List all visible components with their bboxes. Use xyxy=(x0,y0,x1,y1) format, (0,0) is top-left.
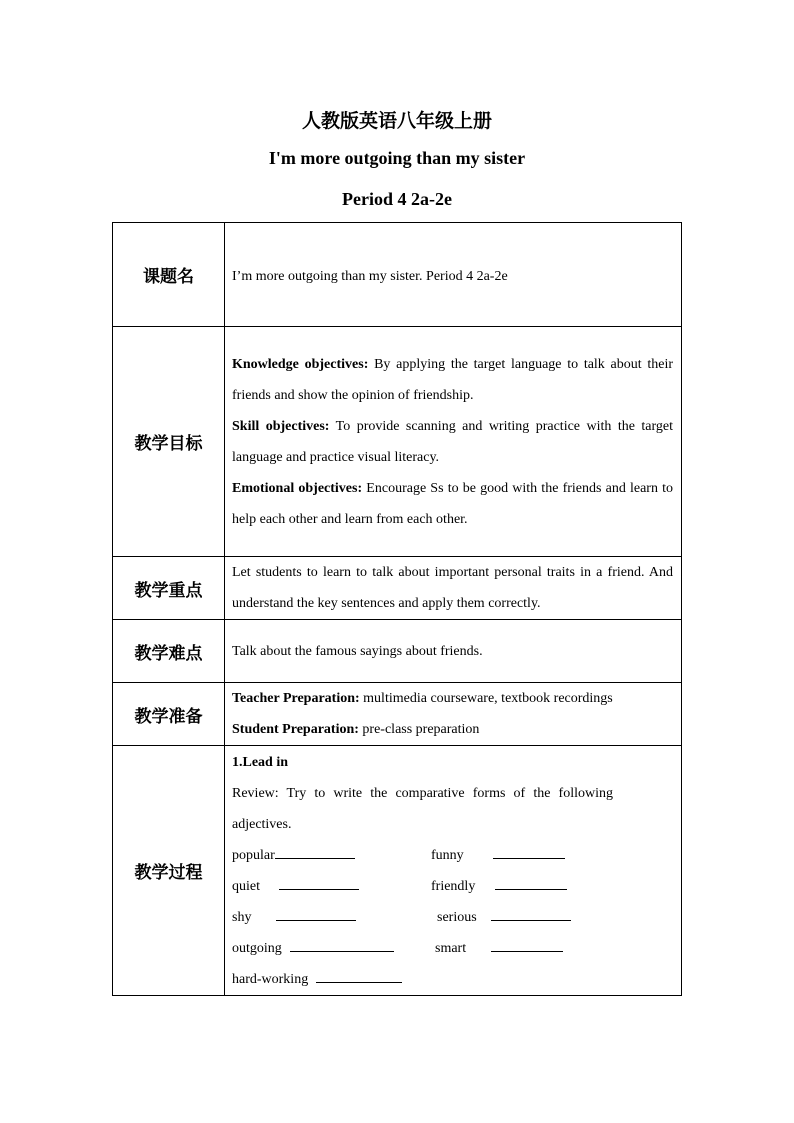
table-row-objectives xyxy=(113,327,682,557)
exercise-row xyxy=(232,933,673,964)
key-points-cell xyxy=(225,557,682,620)
table-row-key-points xyxy=(113,557,682,620)
skill-objectives-label: Skill objectives: xyxy=(232,418,330,434)
skill-objectives xyxy=(232,411,673,473)
student-preparation-label: Student Preparation: xyxy=(232,722,359,737)
step-title: 1.Lead in xyxy=(232,754,289,770)
topic-value: I’m more outgoing than my sister. Period 4 2a-2e xyxy=(232,269,508,284)
difficulties-text: Talk about the famous sayings about friends. xyxy=(232,643,483,659)
exercise-row xyxy=(232,902,673,933)
difficulties-cell xyxy=(225,620,682,683)
exercise-row xyxy=(232,840,673,871)
table-row-preparation xyxy=(113,683,682,746)
table-row-topic xyxy=(113,223,682,327)
answer-blank[interactable] xyxy=(279,877,359,890)
key-points-text: Let students to learn to talk about important personal traits in a friend. And understand the key sentences and apply them correctly. xyxy=(232,565,673,611)
exercise-word: funny xyxy=(431,847,464,863)
unit-title: I'm more outgoing than my sister xyxy=(268,148,526,168)
exercise-word: smart xyxy=(435,940,467,956)
exercise-word: outgoing xyxy=(232,940,282,956)
exercise-word: friendly xyxy=(431,878,476,894)
exercise-word: quiet xyxy=(232,878,260,894)
answer-blank[interactable] xyxy=(493,846,565,859)
exercise-row xyxy=(232,871,673,902)
exercise-word: serious xyxy=(437,909,477,925)
emotional-objectives-text: Encourage Ss to be good with the friends and learn to help each other and learn from each other. xyxy=(232,480,673,527)
textbook-title: 人教版英语八年级上册 xyxy=(301,110,492,132)
answer-blank[interactable] xyxy=(491,939,563,952)
process-cell xyxy=(225,746,682,996)
preparation-cell xyxy=(225,683,682,746)
exercise-row xyxy=(232,964,673,995)
process-label: 教学过程 xyxy=(113,746,225,996)
period-title: Period 4 2a-2e xyxy=(342,189,452,209)
table-row-process xyxy=(113,746,682,996)
objectives-cell xyxy=(225,327,682,557)
answer-blank[interactable] xyxy=(275,846,355,859)
knowledge-objectives-text: By applying the target language to talk about their friends and show the opinion of friendship. xyxy=(232,356,673,403)
answer-blank[interactable] xyxy=(290,939,394,952)
table-row-difficulties xyxy=(113,620,682,683)
knowledge-objectives xyxy=(232,349,673,411)
preparation-label: 教学准备 xyxy=(113,683,225,746)
answer-blank[interactable] xyxy=(276,908,356,921)
teacher-preparation-text: multimedia courseware, textbook recordings xyxy=(363,691,613,706)
emotional-objectives-label: Emotional objectives: xyxy=(232,480,363,496)
answer-blank[interactable] xyxy=(316,970,402,983)
topic-cell xyxy=(225,223,682,327)
key-points-label: 教学重点 xyxy=(113,557,225,620)
student-preparation xyxy=(232,714,673,745)
teacher-preparation xyxy=(232,683,673,714)
exercise-word: popular xyxy=(232,847,275,863)
answer-blank[interactable] xyxy=(491,908,571,921)
answer-blank[interactable] xyxy=(495,877,567,890)
exercise-word: shy xyxy=(232,909,252,925)
student-preparation-text: pre-class preparation xyxy=(362,722,480,737)
objectives-label: 教学目标 xyxy=(113,327,225,557)
exercise-word: hard-working xyxy=(232,971,309,987)
topic-label: 课题名 xyxy=(113,223,225,327)
knowledge-objectives-label: Knowledge objectives: xyxy=(232,356,369,372)
review-text: Review: Try to write the comparative forms of the following adjectives. xyxy=(232,785,613,832)
emotional-objectives xyxy=(232,473,673,535)
skill-objectives-text: To provide scanning and writing practice with the target language and practice visual literacy. xyxy=(232,418,674,465)
teacher-preparation-label: Teacher Preparation: xyxy=(232,691,360,706)
lesson-plan-table xyxy=(112,222,682,996)
difficulties-label: 教学难点 xyxy=(113,620,225,683)
